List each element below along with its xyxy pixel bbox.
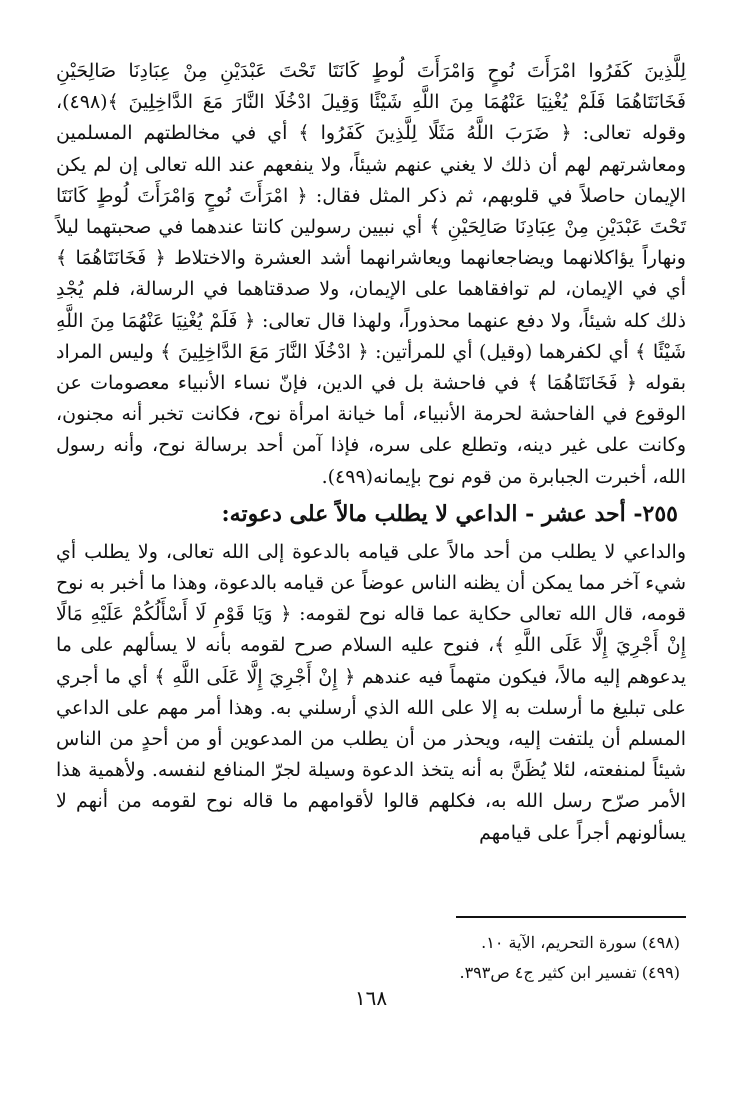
footnote-divider (456, 916, 686, 918)
footnote-499: (٤٩٩) تفسير ابن كثير ج٤ ص٣٩٣. (459, 963, 680, 982)
section-heading: ٢٥٥- أحد عشر - الداعي لا يطلب مالاً على دعوته: (221, 500, 678, 527)
body-paragraph-caller-asks-no-wealth: والداعي لا يطلب من أحد مالاً على قيامه بالدعوة إلى الله تعالى، ولا يطلب أي شيء آخر مما يمكن أن يظنه الناس عوضاً عن قيامه بالدعوة، وهذا ما أخبر به نوح قومه، قال الله تعالى حكاية عما قاله نوح لقومه: ﴿ وَيَا قَوْمِ لَا أَسْأَلُكُمْ عَلَيْهِ مَالًا إِنْ أَجْرِيَ إِلَّا عَلَى اللَّهِ ﴾، فنوح عليه السلام صرح لقومه بأنه لا يسألهم على ما يدعوهم إليه مالاً، فيكون متهماً فيه عندهم ﴿ إِنْ أَجْرِيَ إِلَّا عَلَى اللَّهِ ﴾ أي ما أجري على تبليغ ما أرسلت به إلا على الله الذي أرسلني به. وهذا أمر مهم على الداعي المسلم أن يلتفت إليه، ويحذر من أن يطلب من المدعوين أو من أحدٍ من الناس شيئاً لمنفعته، لئلا يُظَنَّ به أنه يتخذ الدعوة وسيلة لجرّ المنافع لنفسه. ولأهمية هذا الأمر صرّح رسل الله به، فكلهم قالوا لأقوامهم ما قاله نوح لقومه من أنهم لا يسألونهم أجراً على قيامهم (56, 540, 686, 844)
body-paragraph-quran-commentary: لِلَّذِينَ كَفَرُوا امْرَأَتَ نُوحٍ وَامْرَأَتَ لُوطٍ كَانَتَا تَحْتَ عَبْدَيْنِ مِنْ عِبَادِنَا صَالِحَيْنِ فَخَانَتَاهُمَا فَلَمْ يُغْنِيَا عَنْهُمَا مِنَ اللَّهِ شَيْئًا وَقِيلَ ادْخُلَا النَّارَ مَعَ الدَّاخِلِينَ ﴾(٤٩٨)، وقوله تعالى: ﴿ ضَرَبَ اللَّهُ مَثَلًا لِلَّذِينَ كَفَرُوا ﴾ أي في مخالطتهم المسلمين ومعاشرتهم لهم أن ذلك لا يغني عنهم شيئاً، ولا ينفعهم عند الله تعالى إن لم يكن الإيمان حاصلاً في قلوبهم، ثم ذكر المثل فقال: ﴿ امْرَأَتَ نُوحٍ وَامْرَأَتَ لُوطٍ كَانَتَا تَحْتَ عَبْدَيْنِ مِنْ عِبَادِنَا صَالِحَيْنِ ﴾ أي نبيين رسولين كانتا عندهما في صحبتهما ليلاً ونهاراً يؤاكلانهما ويضاجعانهما ويعاشرانهما أشد العشرة والاختلاط ﴿ فَخَانَتَاهُمَا ﴾ أي في الإيمان، لم توافقاهما على الإيمان، ولا صدقتاهما في الرسالة، فلم يُجْدِ ذلك كله شيئاً، ولا دفع عنهما محذوراً، ولهذا قال تعالى: ﴿ فَلَمْ يُغْنِيَا عَنْهُمَا مِنَ اللَّهِ شَيْئًا ﴾ أي لكفرهما (وقيل) أي للمرأتين: ﴿ ادْخُلَا النَّارَ مَعَ الدَّاخِلِينَ ﴾ وليس المراد بقوله ﴿ فَخَانَتَاهُمَا ﴾ في فاحشة بل في الدين، فإنّ نساء الأنبياء معصومات عن الوقوع في الفاحشة لحرمة الأنبياء، أما خيانة امرأة نوح، فكانت تخبر أنه مجنون، وكانت على غير دينه، وتطلع على سره، فإذا آمن أحد برسالة نوح، وأنه رسول الله، أخبرت الجبابرة من قوم نوح بإيمانه(٤٩٩). (56, 60, 686, 488)
page-number: ١٦٨ (354, 986, 388, 1010)
footnote-498: (٤٩٨) سورة التحريم، الآية ١٠. (481, 933, 680, 952)
footnotes (56, 928, 680, 988)
